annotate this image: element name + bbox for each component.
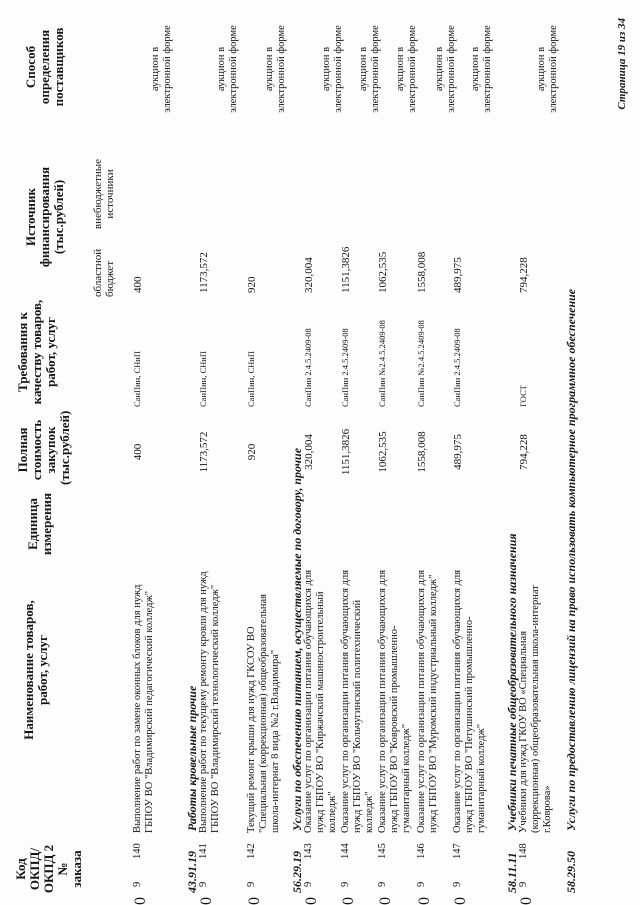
row-regional-budget: 794,228 bbox=[518, 257, 530, 293]
row-requirements: СанПин №2.4.5.2409-08 bbox=[377, 320, 387, 407]
header-cost: Полная стоимость закупок (тыс.рублей) bbox=[15, 410, 72, 485]
row-extra-budget: 0 bbox=[452, 897, 469, 905]
group-code: 58.11.11 bbox=[505, 852, 519, 893]
page-number: Страница 19 из 34 bbox=[616, 18, 628, 110]
row-number: 148 bbox=[518, 843, 529, 859]
row-requirements: СанПин, СНиП bbox=[198, 351, 208, 407]
row-extra-budget: 0 bbox=[198, 897, 215, 905]
table-row bbox=[303, 0, 344, 905]
group-heading bbox=[564, 289, 579, 893]
row-cost: 794,228 bbox=[518, 434, 530, 470]
row-cost: 320,004 bbox=[303, 434, 315, 470]
row-extra-budget: 0 bbox=[303, 897, 320, 905]
row-requirements: СанПин 2.4.5.2409-08 bbox=[452, 328, 462, 407]
header-source: Источник финансирования (тыс.рублей) bbox=[23, 166, 66, 268]
row-number: 146 bbox=[416, 843, 427, 859]
row-number: 147 bbox=[452, 843, 463, 859]
header-source-regional: областной бюджет bbox=[92, 248, 116, 297]
row-method: аукцион в электронной форме bbox=[358, 25, 381, 113]
row-extra-budget: 0 bbox=[518, 897, 535, 905]
row-cost: 400 bbox=[132, 443, 144, 461]
row-code: 9 bbox=[246, 881, 257, 887]
table-row bbox=[452, 0, 493, 905]
row-method: аукцион в электронной форме bbox=[470, 25, 493, 113]
row-method: аукцион в электронной форме bbox=[321, 25, 344, 113]
header-unit: Единица измерения bbox=[25, 492, 54, 556]
row-regional-budget: 1173,572 bbox=[198, 252, 210, 293]
table-row bbox=[198, 0, 239, 905]
table-row bbox=[340, 0, 381, 905]
row-name: Учебники для нужд ГКОУ ВО «Специальная (коррекционная) общеобразовательная школа-интернат г.Коврова» bbox=[518, 585, 553, 833]
header-code: Код ОКПД/ ОКПД 2 № заказа bbox=[13, 844, 84, 894]
row-regional-budget: 320,004 bbox=[303, 257, 315, 293]
row-extra-budget: 0 bbox=[246, 897, 263, 905]
row-extra-budget: 0 bbox=[340, 897, 357, 905]
header-requirements: Требования к качеству товаров, работ, услуг bbox=[15, 299, 58, 405]
row-extra-budget: 0 bbox=[416, 897, 433, 905]
row-code: 9 bbox=[340, 881, 351, 887]
row-code: 9 bbox=[518, 881, 529, 887]
row-number: 145 bbox=[377, 843, 388, 859]
row-name: Оказание услуг по организации питания обучающихся для нужд ГБПОУ ВО "Киржачский машиностроительный колледж" bbox=[303, 569, 338, 833]
table-row bbox=[518, 0, 559, 905]
group-title: Услуги по обеспечению питанием, осуществляемые по договору, прочие bbox=[290, 447, 304, 831]
group-code: 43.91.19 bbox=[185, 851, 199, 893]
row-name: Выполнение работ по замене оконных блоков для нужд ГБПОУ ВО "Владимирский педагогический колледж" bbox=[132, 584, 155, 833]
row-name: Оказание услуг по организации питания обучающихся для нужд ГБПОУ ВО "Кольчугинский политехнический колледж" bbox=[340, 569, 375, 833]
row-cost: 1558,008 bbox=[416, 431, 428, 473]
row-extra-budget: 0 bbox=[132, 897, 149, 905]
row-code: 9 bbox=[452, 881, 463, 887]
row-requirements: ГОСТ bbox=[518, 385, 528, 407]
row-requirements: СанПин №2.4.5.2409-08 bbox=[416, 320, 426, 407]
row-cost: 1173,572 bbox=[198, 431, 210, 473]
row-name: Оказание услуг по организации питания обучающихся для нужд ГБПОУ ВО "Петушинский промышленно-гуманитарный колледж" bbox=[452, 569, 487, 833]
row-method: аукцион в электронной форме bbox=[264, 25, 287, 113]
row-name: Оказание услуг по организации питания обучающихся для нужд ГБПОУ ВО "Муромский индустриальный колледж" bbox=[416, 569, 439, 833]
row-number: 141 bbox=[198, 843, 209, 859]
row-regional-budget: 489,975 bbox=[452, 257, 464, 293]
row-name: Выполнение работ по текущему ремонту кровли для нужд ГБПОУ ВО "Владимирский технологический колледж" bbox=[198, 571, 221, 833]
table-row bbox=[246, 0, 287, 905]
group-title: Услуги по предоставлению лицензий на право использовать компьютерное программное обеспечение bbox=[564, 288, 578, 831]
row-cost: 1151,3826 bbox=[340, 428, 352, 476]
row-regional-budget: 400 bbox=[132, 276, 144, 293]
row-number: 143 bbox=[303, 843, 314, 859]
row-code: 9 bbox=[416, 881, 427, 887]
table-row bbox=[377, 0, 418, 905]
row-method: аукцион в электронной форме bbox=[150, 25, 173, 113]
row-cost: 920 bbox=[246, 443, 258, 461]
row-method: аукцион в электронной форме bbox=[434, 25, 457, 113]
row-name: Оказание услуг по организации питания обучающихся для нужд ГБПОУ ВО "Ковровский промышленно-гуманитарный колледж" bbox=[377, 569, 412, 833]
row-code: 9 bbox=[377, 881, 388, 887]
row-regional-budget: 1062,535 bbox=[377, 251, 389, 293]
group-title: Учебники печатные общеобразовательного назначения bbox=[505, 533, 519, 831]
group-title: Работы кровельные прочие bbox=[185, 685, 199, 831]
row-code: 9 bbox=[198, 881, 209, 887]
table-row bbox=[132, 0, 173, 905]
row-code: 9 bbox=[132, 881, 143, 887]
row-extra-budget: 0 bbox=[377, 897, 394, 905]
row-requirements: СанПин, СНиП bbox=[132, 351, 142, 407]
group-code: 56.29.19 bbox=[290, 851, 304, 893]
row-cost: 1062,535 bbox=[377, 431, 389, 473]
row-regional-budget: 920 bbox=[246, 276, 258, 293]
row-number: 144 bbox=[340, 843, 351, 859]
row-regional-budget: 1151,3826 bbox=[340, 246, 352, 293]
row-name: Текущий ремонт крыши для нужд ГКСОУ ВО "Специальная (коррекционная) общеобразовательная школа-интернат 8 вида №2 г.Владимира" bbox=[246, 593, 281, 833]
row-regional-budget: 1558,008 bbox=[416, 251, 428, 293]
row-requirements: СанПин 2.4.5.2409-08 bbox=[303, 328, 313, 407]
row-number: 140 bbox=[132, 843, 143, 859]
row-method: аукцион в электронной форме bbox=[216, 25, 239, 113]
row-code: 9 bbox=[303, 881, 314, 887]
row-method: аукцион в электронной форме bbox=[395, 25, 418, 113]
header-method: Способ определения поставщиков bbox=[23, 27, 66, 107]
row-requirements: СанПин, СНиП bbox=[246, 351, 256, 407]
header-name: Наименование товаров, работ, услуг bbox=[21, 600, 50, 740]
row-cost: 489,975 bbox=[452, 434, 464, 470]
header-source-extra: внебюджетные источники bbox=[92, 158, 116, 230]
row-method: аукцион в электронной форме bbox=[536, 25, 559, 113]
group-code: 58.29.50 bbox=[564, 851, 578, 893]
row-number: 142 bbox=[246, 843, 257, 859]
row-requirements: СанПин 2.4.5.2409-08 bbox=[340, 328, 350, 407]
